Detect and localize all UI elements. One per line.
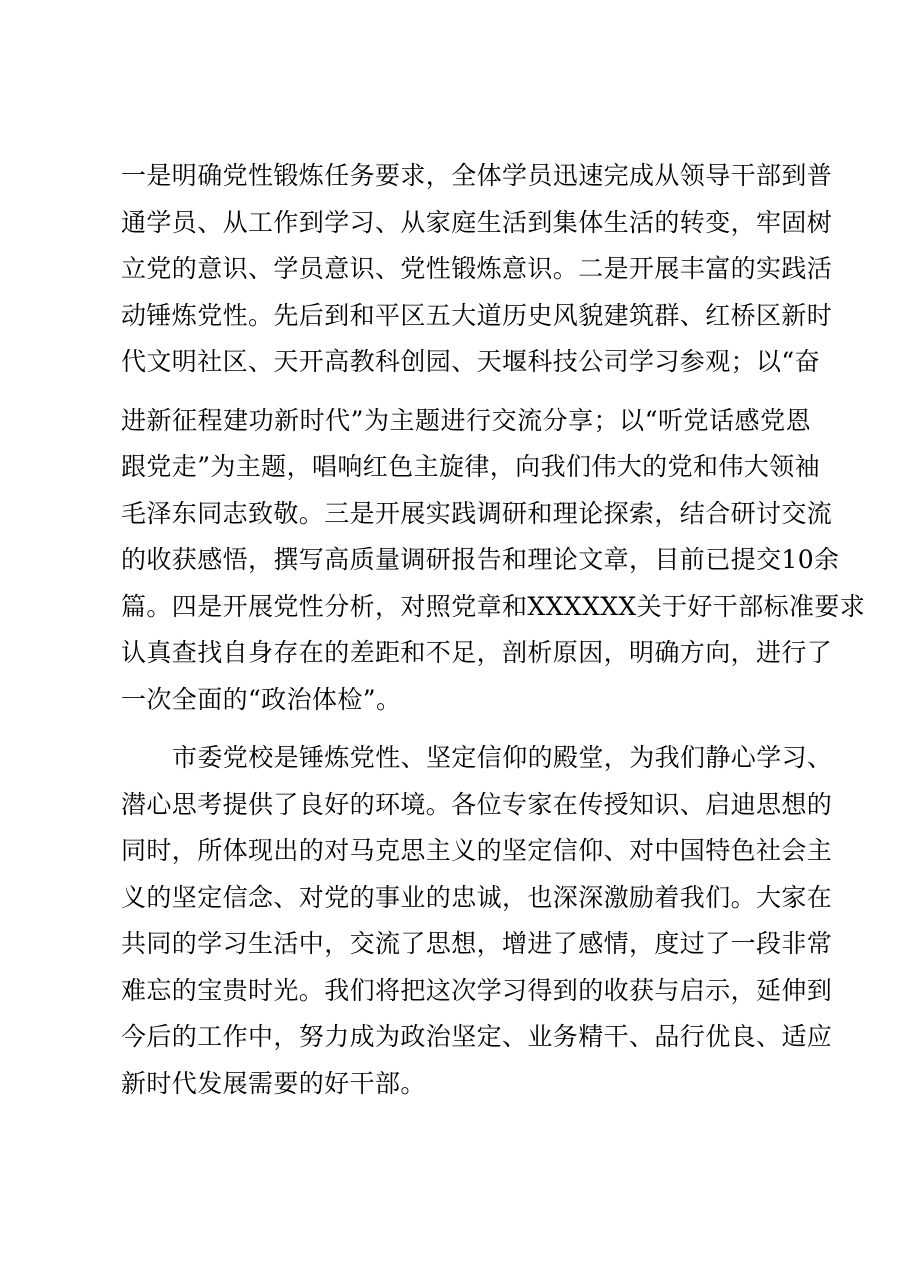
paragraph-2-line-7: 今后的工作中，努力成为政治坚定、业务精干、品行优良、适应 bbox=[121, 1022, 833, 1051]
paragraph-2-line-3: 同时，所体现出的对马克思主义的坚定信仰、对中国特色社会主 bbox=[121, 836, 833, 865]
paragraph-1-line-11: 认真查找自身存在的差距和不足，剖析原因，明确方向，进行了 bbox=[121, 638, 833, 667]
paragraph-2-line-6: 难忘的宝贵时光。我们将把这次学习得到的收获与启示，延伸到 bbox=[121, 976, 833, 1005]
paragraph-1-line-6: 进新征程建功新时代”为主题进行交流分享；以“听党话感党恩 bbox=[121, 406, 811, 435]
paragraph-1-line-10: 篇。四是开展党性分析，对照党章和XXXXXX关于好干部标准要求 bbox=[121, 592, 866, 621]
paragraph-2-line-8: 新时代发展需要的好干部。 bbox=[121, 1069, 426, 1098]
paragraph-1-line-4: 动锤炼党性。先后到和平区五大道历史风貌建筑群、红桥区新时 bbox=[121, 301, 833, 330]
paragraph-1-line-1: 一是明确党性锻炼任务要求，全体学员迅速完成从领导干部到普 bbox=[121, 161, 833, 190]
paragraph-1-line-8: 毛泽东同志致敬。三是开展实践调研和理论探索，结合研讨交流 bbox=[121, 499, 833, 528]
paragraph-2-line-1: 市委党校是锤炼党性、坚定信仰的殿堂，为我们静心学习、 bbox=[172, 743, 833, 772]
paragraph-2-line-2: 潜心思考提供了良好的环境。各位专家在传授知识、启迪思想的 bbox=[121, 790, 833, 819]
paragraph-1-line-9: 的收获感悟，撰写高质量调研报告和理论文章，目前已提交10余 bbox=[121, 545, 840, 574]
paragraph-2-line-5: 共同的学习生活中，交流了思想，增进了感情，度过了一段非常 bbox=[121, 929, 833, 958]
paragraph-1-line-7: 跟党走”为主题，唱响红色主旋律，向我们伟大的党和伟大领袖 bbox=[121, 452, 820, 481]
paragraph-1-line-12: 一次全面的“政治体检”。 bbox=[121, 685, 402, 714]
paragraph-2-line-4: 义的坚定信念、对党的事业的忠诚，也深深激励着我们。大家在 bbox=[121, 883, 833, 912]
paragraph-1-line-5: 代文明社区、天开高教科创园、天堰科技公司学习参观；以“奋 bbox=[121, 347, 820, 376]
paragraph-1-line-2: 通学员、从工作到学习、从家庭生活到集体生活的转变，牢固树 bbox=[121, 208, 833, 237]
paragraph-1-line-3: 立党的意识、学员意识、党性锻炼意识。二是开展丰富的实践活 bbox=[121, 254, 833, 283]
